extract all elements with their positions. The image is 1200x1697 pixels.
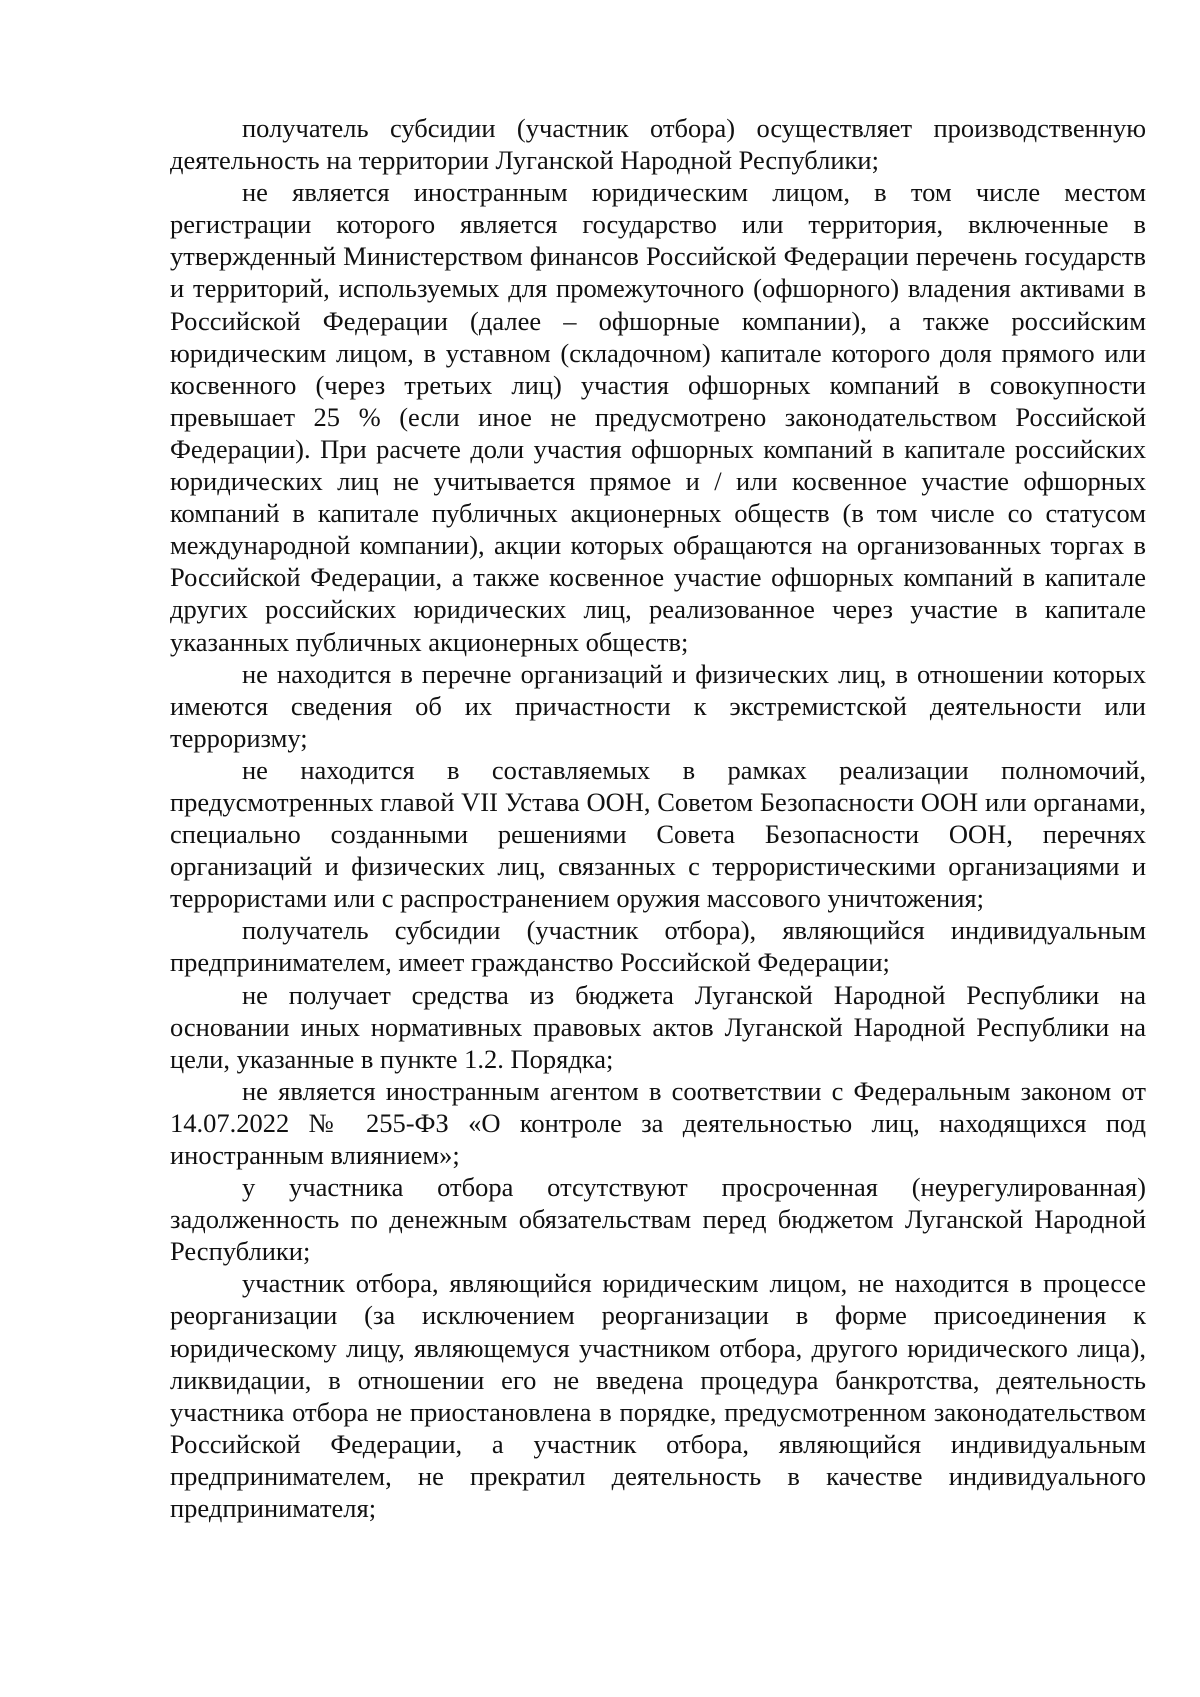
paragraph-budget-debt: у участника отбора отсутствуют просроченная (неурегулированная) задолженность по денежным обязательствам перед бюджетом Луганской Народной Республики;: [170, 1172, 1146, 1267]
paragraph-un-sanctions-lists: не находится в составляемых в рамках реализации полномочий, предусмотренных главой VII Устава ООН, Советом Безопасности ООН или органами, специально созданными решениями Совета Безопасности ООН, перечнях организаций и физических лиц, связанных с террористическими организациями и террористами или с распространением оружия массового уничтожения;: [170, 754, 1146, 914]
document-page: [170, 112, 1146, 1524]
paragraph-citizenship: получатель субсидии (участник отбора), являющийся индивидуальным предпринимателем, имеет гражданство Российской Федерации;: [170, 915, 1146, 978]
paragraph-offshore-companies: не является иностранным юридическим лицом, в том числе местом регистрации которого является государство или территория, включенные в утвержденный Министерством финансов Российской Федерации перечень государств и территорий, используемых для промежуточного (офшорного) владения активами в Российской Федерации (далее – офшорные компании), а также российским юридическим лицом, в уставном (складочном) капитале которого доля прямого или косвенного (через третьих лиц) участия офшорных компаний в совокупности превышает 25 % (если иное не предусмотрено законодательством Российской Федерации). При расчете доли участия офшорных компаний в капитале российских юридических лиц не учитывается прямое и / или косвенное участие офшорных компаний в капитале публичных акционерных обществ (в том числе со статусом международной компании), акции которых обращаются на организованных торгах в Российской Федерации, а также косвенное участие офшорных компаний в капитале других российских юридических лиц, реализованное через участие в капитале указанных публичных акционерных обществ;: [170, 177, 1146, 657]
paragraph-other-budget-funds: не получает средства из бюджета Луганской Народной Республики на основании иных нормативных правовых актов Луганской Народной Республики на цели, указанные в пункте 1.2. Порядка;: [170, 979, 1146, 1074]
paragraph-foreign-agent: не является иностранным агентом в соответствии с Федеральным законом от 14.07.2022 № 255-ФЗ «О контроле за деятельностью лиц, находящихся под иностранным влиянием»;: [170, 1075, 1146, 1170]
paragraph-reorganization-liquidation: участник отбора, являющийся юридическим лицом, не находится в процессе реорганизации (за исключением реорганизации в форме присоединения к юридическому лицу, являющемуся участником отбора, другого юридического лица), ликвидации, в отношении его не введена процедура банкротства, деятельность участника отбора не приостановлена в порядке, предусмотренном законодательством Российской Федерации, а участник отбора, являющийся индивидуальным предпринимателем, не прекратил деятельность в качестве индивидуального предпринимателя;: [170, 1268, 1146, 1524]
paragraph-production-activity: получатель субсидии (участник отбора) осуществляет производственную деятельность на территории Луганской Народной Республики;: [170, 113, 1146, 176]
paragraph-extremism-list: не находится в перечне организаций и физических лиц, в отношении которых имеются сведения об их причастности к экстремистской деятельности или терроризму;: [170, 658, 1146, 753]
